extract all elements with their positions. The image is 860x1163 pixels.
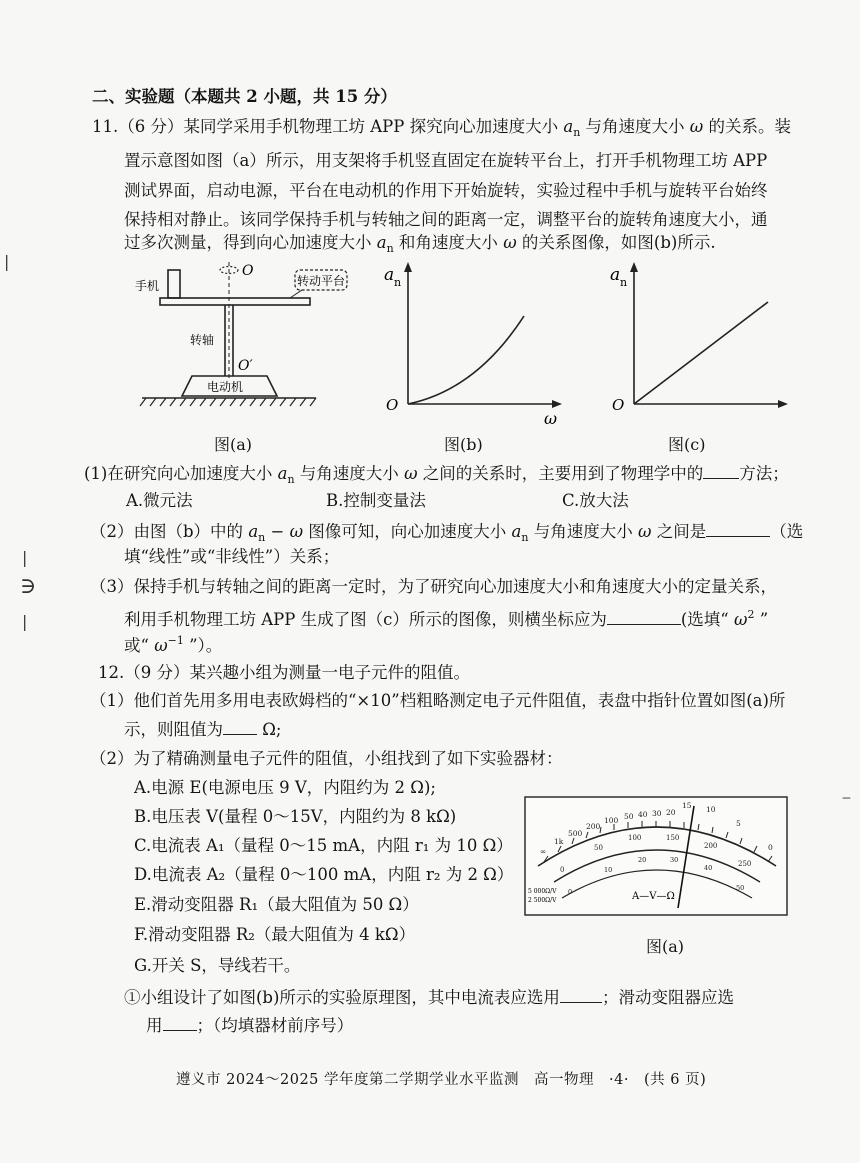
equipment-item-a: A.电源 E(电源电压 9 V，内阻约为 2 Ω); [134,778,436,797]
svg-text:10: 10 [706,805,716,814]
y-label-sub: n [394,276,402,289]
equipment-item-b: B.电压表 V(量程 0～15V，内阻约为 8 kΩ) [134,807,457,826]
q11-option-c: C.放大法 [562,491,629,510]
q12-part-1-line-1: （1）他们首先用多用电表欧姆档的“×10”档粗略测定电子元件阻值，表盘中指针位置如图(a)所 [90,691,786,710]
figure-a-caption: 图(a) [214,435,253,454]
svg-text:40: 40 [638,810,648,819]
origin-label: O [612,396,625,414]
y-arrow-icon [404,262,412,272]
answer-blank-x-axis[interactable] [607,608,681,625]
equipment-item-d: D.电流表 A₂（量程 0～100 mA，内阻 r₂ 为 2 Ω） [134,865,514,884]
q11-line-4: 保持相对静止。该同学保持手机与转轴之间的距离一定，调整平台的旋转角速度大小，通 [124,210,768,229]
margin-mark: ‒ [842,790,851,806]
answer-blank-resistance[interactable] [223,718,257,735]
phone-shape [168,270,180,298]
x-arrow-icon [552,400,562,408]
svg-text:200: 200 [586,822,601,831]
margin-mark: | [22,548,28,567]
equipment-item-c: C.电流表 A₁（量程 0～15 mA，内阻 r₁ 为 10 Ω） [134,836,513,855]
avo-label: A—V—Ω [632,891,675,902]
platform-shape [160,298,310,305]
phone-label: 手机 [135,279,160,293]
answer-blank-ammeter[interactable] [560,986,602,1003]
q11-part-2: （2）由图（b）中的 $a_n - \omega$ 图像可知，向心加速度大小 $a_n$ 与角速度大小 ω 之间是 （选 [90,522,804,544]
curve-nonlinear [408,316,524,404]
svg-text:30: 30 [652,809,662,818]
margin-mark: | [22,612,28,631]
axis-label: 转轴 [190,333,215,347]
svg-text:50: 50 [594,844,603,852]
q12-sub1-line-1: ①小组设计了如图(b)所示的实验原理图，其中电流表应选用 ；滑动变阻器应选 [124,988,734,1007]
svg-text:200: 200 [704,842,718,850]
y-arrow-icon [630,262,638,272]
answer-blank-linearity[interactable] [706,520,770,537]
q11-line-1: 11.（6 分）某同学采用手机物理工坊 APP 探究向心加速度大小 $a_n$ 与角速度大小 ω 的关系。装 [92,117,791,139]
line-linear [634,302,768,404]
svg-text:100: 100 [628,834,642,842]
svg-text:100: 100 [604,816,619,825]
svg-text:30: 30 [670,856,679,864]
figure-b-caption: 图(b) [444,435,483,454]
answer-blank-method[interactable] [703,462,739,479]
multimeter-dial [524,796,788,916]
svg-text:0: 0 [560,866,565,874]
y-label: a [610,265,621,285]
svg-text:250: 250 [738,860,752,868]
ground-hatch [140,398,316,406]
q11-part-3-line-2: 利用手机物理工坊 APP 生成了图（c）所示的图像，则横坐标应为 (选填“ $\omega^2$ ” [124,608,769,629]
sensitivity-5000-label: 5 000Ω/V [528,888,557,895]
figure-b-graph [376,258,576,428]
x-arrow-icon [778,400,788,408]
svg-text:150: 150 [666,834,680,842]
motor-label: 电动机 [207,380,244,394]
svg-text:5: 5 [736,819,741,828]
margin-punch-mark: ∋ [20,574,37,599]
q11-part-3-line-3: 或“ $\omega^{-1}$ ”）。 [124,634,223,655]
meter-caption: 图(a) [646,937,685,956]
answer-blank-rheostat[interactable] [163,1014,197,1031]
y-label: a [384,265,395,285]
y-label-sub: n [620,276,628,289]
svg-text:0: 0 [768,843,773,852]
q11-option-a: A.微元法 [126,491,193,510]
figure-a-apparatus [130,258,350,418]
q11-part-2-cont: 填“线性”或“非线性”）关系； [124,547,340,566]
figure-c-graph [604,258,794,428]
svg-text:50: 50 [736,884,745,892]
point-o-prime-label: O′ [238,358,253,374]
sensitivity-2500-label: 2 500Ω/V [528,897,557,904]
page-footer: 遵义市 2024～2025 学年度第二学期学业水平监测 高一物理 ·4· (共 6 页) [176,1072,707,1088]
point-o-label: O [242,263,254,279]
equipment-item-f: F.滑动变阻器 R₂（最大阻值为 4 kΩ） [134,925,416,944]
q11-line-2: 置示意图如图（a）所示，用支架将手机竖直固定在旋转平台上，打开手机物理工坊 APP [124,151,768,170]
svg-text:1k: 1k [554,837,564,846]
q12-part-2-line-1: （2）为了精确测量电子元件的阻值，小组找到了如下实验器材： [90,749,563,768]
svg-text:15: 15 [682,801,692,810]
x-label: ω [544,409,558,428]
svg-text:50: 50 [624,812,634,821]
margin-mark: | [4,252,10,271]
svg-text:20: 20 [638,856,647,864]
origin-label: O [386,396,399,414]
platform-label: 转动平台 [296,274,346,288]
q12-sub1-line-2: 用 ；（均填器材前序号） [146,1016,354,1035]
equipment-item-e: E.滑动变阻器 R₁（最大阻值为 50 Ω） [134,895,419,914]
q11-part-1: (1)在研究向心加速度大小 $a_n$ 与角速度大小 ω 之间的关系时，主要用到了物理学中的 方法； [84,464,789,486]
svg-text:10: 10 [604,866,613,874]
q11-line-5: 过多次测量，得到向心加速度大小 $a_n$ 和角速度大小 ω 的关系图像，如图(b)所示. [124,233,716,255]
q11-part-3-line-1: （3）保持手机与转轴之间的距离一定时，为了研究向心加速度大小和角速度大小的定量关系， [90,577,777,596]
svg-text:∞: ∞ [540,847,547,856]
q11-line-3: 测试界面，启动电源，平台在电动机的作用下开始旋转，实验过程中手机与旋转平台始终 [124,181,768,200]
svg-text:0: 0 [568,888,573,896]
svg-text:40: 40 [704,864,713,872]
equipment-item-g: G.开关 S，导线若干。 [134,956,301,975]
svg-text:500: 500 [568,829,583,838]
section-title: 二、实验题（本题共 2 小题，共 15 分） [92,87,397,106]
q12-part-1-line-2: 示，则阻值为 Ω; [124,720,282,739]
figure-c-caption: 图(c) [668,435,706,454]
q11-option-b: B.控制变量法 [326,491,426,510]
q12-title: 12.（9 分）某兴趣小组为测量一电子元件的阻值。 [98,663,470,682]
svg-text:20: 20 [666,808,676,817]
